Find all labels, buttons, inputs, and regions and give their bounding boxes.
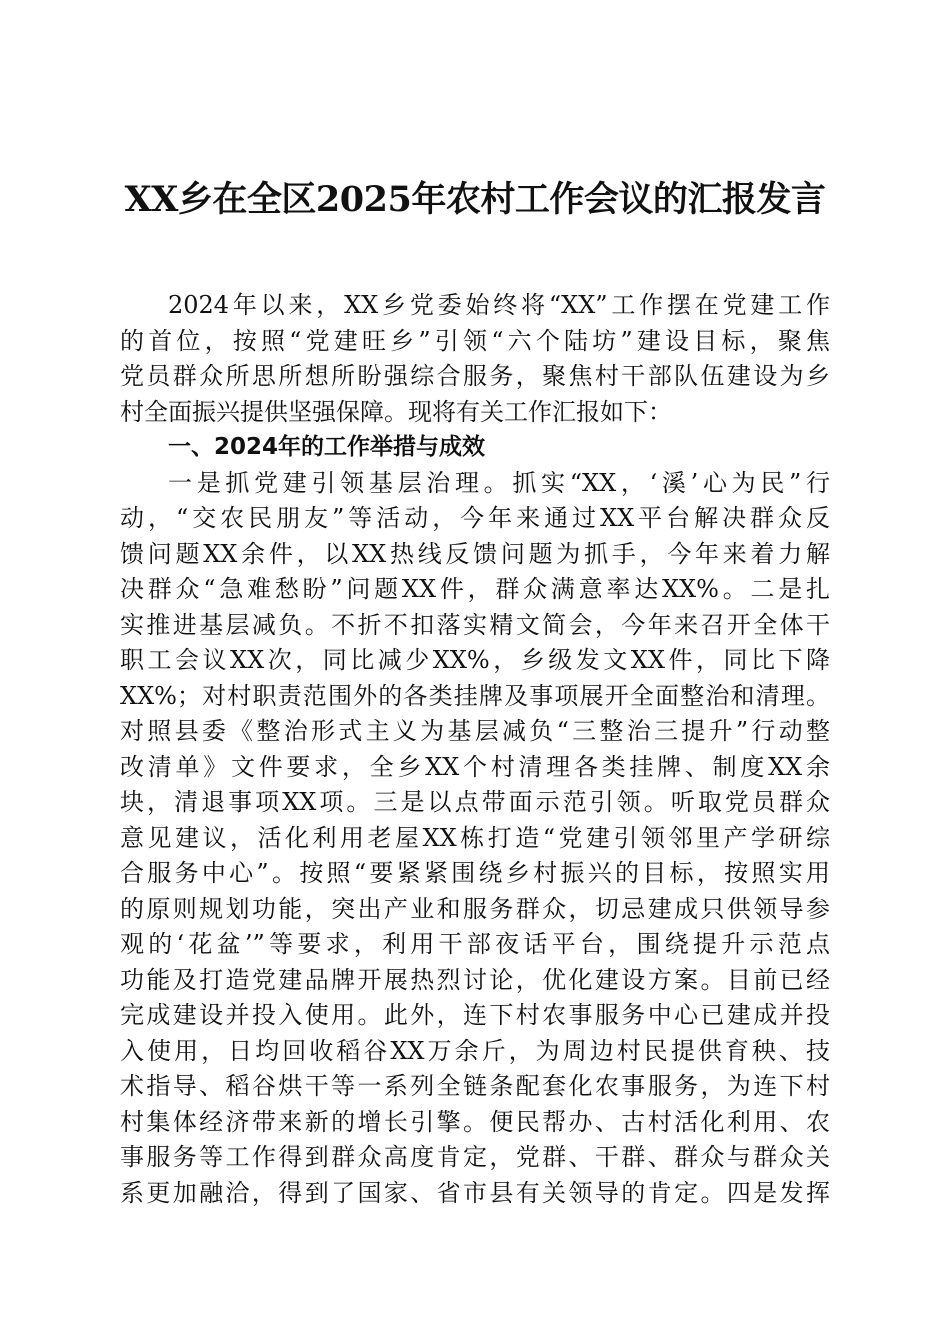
paragraph-line: 的首位，按照“党建旺乡”引领“六个陆坊”建设目标，聚焦: [120, 326, 830, 355]
paragraph-line: 完成建设并投入使用。此外，连下村农事服务中心已建成并投: [120, 1001, 830, 1029]
paragraph-line: 动，“交农民朋友”等活动，今年来通过XX平台解决群众反: [120, 504, 830, 532]
paragraph-line: 村集体经济带来新的增长引擎。便民帮办、古村活化利用、农: [120, 1107, 830, 1136]
paragraph-line: 实推进基层减负。不折不扣落实精文简会，今年来召开全体干: [120, 610, 830, 639]
paragraph-line: 一是抓党建引领基层治理。抓实“XX，‘溪’心为民”行: [168, 468, 830, 497]
document-title: XX乡在全区2025年农村工作会议的汇报发言: [124, 179, 826, 220]
paragraph-line: 观的‘花盆’”等要求，利用干部夜话平台，围绕提升示范点: [120, 930, 830, 958]
paragraph-line: 馈问题XX余件，以XX热线反馈问题为抓手，今年来着力解: [120, 539, 830, 568]
document-body: [120, 288, 830, 1211]
paragraph-line: XX%；对村职责范围外的各类挂牌及事项展开全面整治和清理。: [120, 681, 830, 710]
paragraph-line: 术指导、稻谷烘干等一系列全链条配套化农事服务，为连下村: [120, 1072, 830, 1100]
section-heading: 一、2024年的工作举措与成效: [168, 434, 486, 460]
paragraph-line: 决群众“急难愁盼”问题XX件，群众满意率达XX%。二是扎: [120, 575, 830, 603]
paragraph-line: 的原则规划功能，突出产业和服务群众，切忌建成只供领导参: [120, 894, 830, 923]
paragraph-line: 合服务中心”。按照“要紧紧围绕乡村振兴的目标，按照实用: [120, 859, 830, 887]
paragraph-line: 职工会议XX次，同比减少XX%，乡级发文XX件，同比下降: [120, 646, 830, 674]
paragraph-line: 党员群众所思所想所盼强综合服务，聚焦村干部队伍建设为乡: [120, 362, 830, 390]
paragraph-line: 2024年以来，XX乡党委始终将“XX”工作摆在党建工作: [168, 291, 830, 319]
paragraph-line: 块，清退事项XX项。三是以点带面示范引领。听取党员群众: [120, 788, 830, 816]
paragraph-line: 村全面振兴提供坚强保障。现将有关工作汇报如下：: [120, 397, 672, 426]
paragraph-line: 功能及打造党建品牌开展热烈讨论，优化建设方案。目前已经: [120, 965, 830, 994]
paragraph-line: 事服务等工作得到群众高度肯定，党群、干群、群众与群众关: [120, 1143, 830, 1171]
paragraph-line: 系更加融洽，得到了国家、省市县有关领导的肯定。四是发挥: [120, 1178, 830, 1207]
paragraph-line: 意见建议，活化利用老屋XX栋打造“党建引领邻里产学研综: [120, 823, 830, 852]
paragraph-line: 对照县委《整治形式主义为基层减负“三整治三提升”行动整: [120, 717, 830, 745]
paragraph-line: 改清单》文件要求，全乡XX个村清理各类挂牌、制度XX余: [120, 752, 830, 781]
paragraph-line: 入使用，日均回收稻谷XX万余斤，为周边村民提供育秧、技: [120, 1036, 830, 1065]
